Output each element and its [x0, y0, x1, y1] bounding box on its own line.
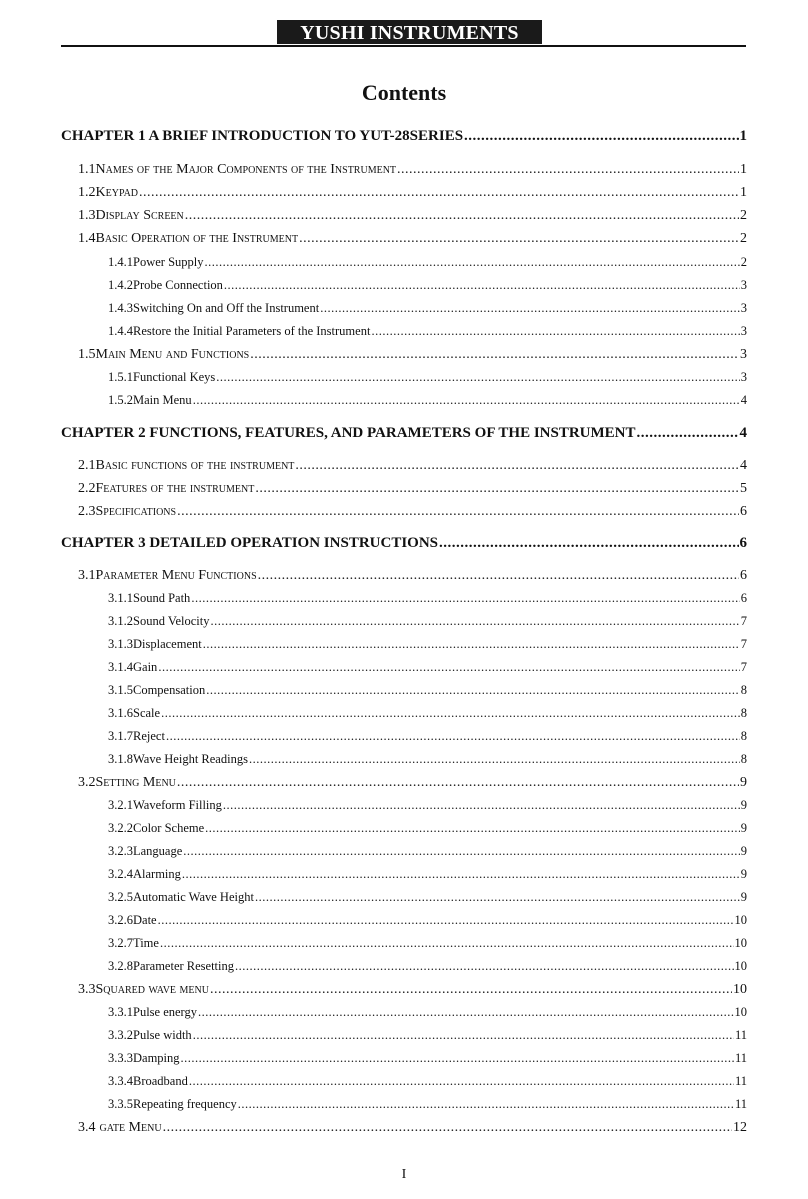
toc-dot-leader	[205, 255, 740, 270]
toc-dot-leader	[223, 798, 740, 813]
toc-dot-leader	[160, 936, 734, 951]
toc-entry-page: 8	[740, 706, 747, 720]
toc-entry-page: 1	[739, 128, 747, 144]
toc-dot-leader	[216, 370, 739, 385]
header-rule	[61, 45, 746, 47]
toc-entry[interactable]	[108, 913, 747, 928]
toc-entry-title: Displacement	[133, 637, 202, 651]
toc-entry[interactable]	[108, 1005, 747, 1020]
toc-entry-title: Main Menu	[133, 393, 192, 407]
toc-entry[interactable]	[108, 729, 747, 744]
toc-dot-leader	[203, 637, 740, 652]
toc-dot-leader	[211, 614, 740, 629]
brand-banner: YUSHI INSTRUMENTS	[277, 20, 542, 44]
toc-entry-page: 2	[740, 231, 747, 246]
toc-dot-leader	[161, 706, 740, 721]
toc-entry[interactable]	[108, 706, 747, 721]
toc-dot-leader	[206, 683, 740, 698]
toc-entry-number: 2.3	[78, 504, 96, 519]
toc-entry[interactable]	[108, 798, 747, 813]
page-number: I	[401, 1167, 407, 1182]
toc-entry-number: 3.1.6	[108, 706, 133, 720]
toc-entry-title: Basic functions of the instrument	[95, 458, 295, 473]
toc-dot-leader	[183, 844, 739, 859]
toc-entry[interactable]	[108, 1028, 747, 1043]
toc-dot-leader	[299, 231, 739, 247]
toc-entry-title: Alarming	[133, 867, 181, 881]
toc-entry-page: 8	[740, 683, 747, 697]
toc-entry-number: 3.1	[78, 568, 96, 583]
toc-entry-title: Compensation	[133, 683, 206, 697]
toc-entry-title: Reject	[133, 729, 165, 743]
toc-entry-number: 1.1	[78, 162, 96, 177]
toc-dot-leader	[177, 775, 739, 791]
toc-entry-page: 10	[733, 982, 747, 997]
toc-entry-page: 9	[740, 890, 747, 904]
toc-dot-leader	[295, 458, 739, 474]
toc-entry[interactable]	[78, 1120, 747, 1136]
toc-entry-title: Scale	[133, 706, 161, 720]
toc-entry-number: 3.1.8	[108, 752, 133, 766]
toc-dot-leader	[371, 324, 739, 339]
toc-dot-leader	[193, 393, 740, 408]
toc-entry-number: 1.5.1	[108, 370, 133, 384]
toc-entry-title: CHAPTER 3 DETAILED OPERATION INSTRUCTIONS	[61, 535, 439, 551]
toc-entry-title: Sound Path	[133, 591, 191, 605]
toc-entry-page: 6	[740, 568, 747, 583]
toc-entry[interactable]	[108, 683, 747, 698]
toc-entry-page: 12	[733, 1120, 747, 1135]
toc-entry[interactable]	[61, 425, 747, 442]
toc-entry[interactable]	[108, 301, 747, 316]
toc-entry-title: Restore the Initial Parameters of the Instrument	[133, 324, 371, 338]
toc-entry-number: 3.2.4	[108, 867, 133, 881]
toc-entry-page: 2	[740, 255, 747, 269]
toc-entry-title: CHAPTER 1 A BRIEF INTRODUCTION TO YUT-28SERIES	[61, 128, 464, 144]
toc-entry-page: 9	[740, 821, 747, 835]
toc-entry-page: 8	[740, 752, 747, 766]
toc-dot-leader	[205, 821, 740, 836]
toc-entry[interactable]	[108, 255, 747, 270]
toc-entry[interactable]	[78, 775, 747, 791]
toc-entry[interactable]	[108, 324, 747, 339]
toc-entry[interactable]	[78, 568, 747, 584]
toc-entry-number: 2.2	[78, 481, 96, 496]
toc-dot-leader	[163, 1120, 732, 1136]
toc-entry-number: 3.2.1	[108, 798, 133, 812]
toc-entry-page: 11	[734, 1051, 747, 1065]
toc-entry-number: 3.4	[78, 1120, 96, 1135]
toc-entry-page: 7	[740, 614, 747, 628]
toc-entry-page: 10	[734, 1005, 747, 1019]
toc-entry[interactable]	[108, 867, 747, 882]
toc-dot-leader	[189, 1074, 734, 1089]
toc-entry[interactable]	[108, 752, 747, 767]
toc-dot-leader	[238, 1097, 734, 1112]
toc-entry-title: Switching On and Off the Instrument	[133, 301, 320, 315]
toc-entry[interactable]	[108, 591, 747, 606]
toc-entry[interactable]	[108, 1051, 747, 1066]
toc-dot-leader	[464, 128, 738, 145]
toc-entry-title: CHAPTER 2 FUNCTIONS, FEATURES, AND PARAMETERS OF THE INSTRUMENT	[61, 425, 636, 441]
toc-entry-title: Parameter Menu Functions	[95, 568, 257, 583]
toc-dot-leader	[191, 591, 739, 606]
toc-entry[interactable]	[108, 890, 747, 905]
toc-dot-leader	[182, 867, 740, 882]
toc-entry-page: 1	[740, 162, 747, 177]
toc-entry-title: Date	[133, 913, 157, 927]
toc-entry-number: 1.4.1	[108, 255, 133, 269]
toc-dot-leader	[166, 729, 740, 744]
toc-entry-title: Features of the instrument	[95, 481, 255, 496]
toc-entry-number: 3.3.5	[108, 1097, 133, 1111]
toc-entry-number: 3.1.5	[108, 683, 133, 697]
toc-entry-title: Sound Velocity	[133, 614, 210, 628]
toc-entry-title: Power Supply	[133, 255, 204, 269]
page-title: Contents	[361, 80, 447, 105]
toc-dot-leader	[258, 568, 739, 584]
toc-dot-leader	[320, 301, 740, 316]
toc-entry-page: 11	[734, 1074, 747, 1088]
toc-entry-number: 1.3	[78, 208, 96, 223]
toc-entry-page: 9	[740, 798, 747, 812]
toc-entry-title: Names of the Major Components of the Instrument	[95, 162, 397, 177]
toc-entry-number: 3.3.4	[108, 1074, 133, 1088]
toc-entry-title: gate Menu	[99, 1120, 162, 1135]
toc-entry[interactable]	[78, 982, 747, 998]
toc-entry[interactable]	[108, 393, 747, 408]
toc-entry-page: 3	[740, 278, 747, 292]
toc-entry[interactable]	[78, 208, 747, 224]
toc-entry[interactable]	[78, 347, 747, 363]
toc-entry-number: 3.1.2	[108, 614, 133, 628]
toc-entry-number: 1.2	[78, 185, 96, 200]
toc-dot-leader	[193, 1028, 734, 1043]
toc-entry-title: Probe Connection	[133, 278, 223, 292]
toc-entry-title: Setting Menu	[95, 775, 176, 790]
toc-dot-leader	[139, 185, 739, 201]
toc-entry-page: 9	[740, 775, 747, 790]
toc-entry-number: 3.2.7	[108, 936, 133, 950]
toc-entry-title: Functional Keys	[133, 370, 216, 384]
toc-entry-page: 10	[734, 936, 747, 950]
toc-entry-page: 6	[740, 591, 747, 605]
toc-entry-number: 3.2.2	[108, 821, 133, 835]
toc-entry-page: 11	[734, 1097, 747, 1111]
toc-entry-page: 7	[740, 660, 747, 674]
toc-entry-number: 1.4	[78, 231, 96, 246]
toc-entry-number: 3.1.4	[108, 660, 133, 674]
toc-entry-number: 3.3.2	[108, 1028, 133, 1042]
toc-entry-title: Gain	[133, 660, 158, 674]
toc-entry-page: 11	[734, 1028, 747, 1042]
toc-entry-page: 3	[740, 324, 747, 338]
toc-entry[interactable]	[108, 370, 747, 385]
toc-entry[interactable]	[78, 231, 747, 247]
toc-entry-page: 6	[739, 535, 747, 551]
toc-dot-leader	[255, 481, 739, 497]
toc-entry-title: Automatic Wave Height	[133, 890, 254, 904]
toc-entry-number: 3.2.6	[108, 913, 133, 927]
toc-entry[interactable]	[78, 458, 747, 474]
toc-entry-number: 3.3.1	[108, 1005, 133, 1019]
toc-entry-title: Waveform Filling	[133, 798, 222, 812]
toc-entry-number: 1.4.2	[108, 278, 133, 292]
toc-entry-title: Wave Height Readings	[133, 752, 248, 766]
toc-entry-title: Parameter Resetting	[133, 959, 235, 973]
toc-entry-page: 8	[740, 729, 747, 743]
toc-entry[interactable]	[78, 504, 747, 520]
toc-entry-page: 7	[740, 637, 747, 651]
toc-dot-leader	[255, 890, 740, 905]
toc-entry-number: 1.5	[78, 347, 96, 362]
toc-entry-page: 9	[740, 844, 747, 858]
toc-entry-number: 1.5.2	[108, 393, 133, 407]
toc-entry-number: 2.1	[78, 458, 96, 473]
toc-entry-title: Pulse energy	[133, 1005, 197, 1019]
toc-entry[interactable]	[108, 959, 747, 974]
toc-entry-title: Time	[133, 936, 159, 950]
toc-entry-title: Pulse width	[133, 1028, 192, 1042]
toc-entry-title: Broadband	[133, 1074, 188, 1088]
toc-entry-number: 3.2	[78, 775, 96, 790]
toc-entry-number: 3.2.8	[108, 959, 133, 973]
toc-entry-title: Specifications	[95, 504, 177, 519]
toc-entry-page: 3	[740, 301, 747, 315]
toc-entry[interactable]	[108, 844, 747, 859]
toc-dot-leader	[637, 425, 739, 442]
toc-dot-leader	[249, 752, 740, 767]
toc-entry-page: 10	[734, 913, 747, 927]
toc-entry-page: 2	[740, 208, 747, 223]
toc-entry-page: 4	[739, 425, 747, 441]
toc-entry-page: 9	[740, 867, 747, 881]
toc-entry-page: 6	[740, 504, 747, 519]
toc-dot-leader	[158, 913, 734, 928]
toc-entry-title: Repeating frequency	[133, 1097, 237, 1111]
toc-entry-number: 3.2.3	[108, 844, 133, 858]
toc-dot-leader	[185, 208, 739, 224]
toc-dot-leader	[439, 535, 738, 552]
toc-entry-title: Display Screen	[95, 208, 184, 223]
toc-entry-page: 4	[740, 393, 747, 407]
toc-entry-title: Color Scheme	[133, 821, 205, 835]
toc-entry[interactable]	[108, 660, 747, 675]
toc-dot-leader	[181, 1051, 734, 1066]
toc-entry[interactable]	[61, 128, 747, 145]
toc-entry-page: 10	[734, 959, 747, 973]
toc-entry[interactable]	[108, 637, 747, 652]
toc-entry[interactable]	[108, 278, 747, 293]
toc-dot-leader	[250, 347, 739, 363]
toc-entry-title: Language	[133, 844, 183, 858]
toc-entry-page: 1	[740, 185, 747, 200]
toc-dot-leader	[198, 1005, 734, 1020]
toc-entry[interactable]	[108, 821, 747, 836]
toc-entry[interactable]	[108, 936, 747, 951]
toc-entry-number: 3.3	[78, 982, 96, 997]
toc-entry-title: Keypad	[95, 185, 139, 200]
toc-entry-page: 3	[740, 347, 747, 362]
toc-dot-leader	[177, 504, 739, 520]
toc-entry-number: 1.4.3	[108, 301, 133, 315]
toc-dot-leader	[158, 660, 739, 675]
toc-entry[interactable]	[78, 185, 747, 201]
toc-dot-leader	[235, 959, 733, 974]
toc-entry[interactable]	[61, 535, 747, 552]
toc-entry[interactable]	[108, 1097, 747, 1112]
toc-entry-title: Squared wave menu	[95, 982, 209, 997]
toc-entry[interactable]	[78, 162, 747, 178]
toc-entry-number: 3.2.5	[108, 890, 133, 904]
toc-dot-leader	[397, 162, 739, 178]
toc-entry-number: 3.1.1	[108, 591, 133, 605]
toc-entry-page: 4	[740, 458, 747, 473]
toc-entry[interactable]	[108, 1074, 747, 1089]
toc-entry[interactable]	[108, 614, 747, 629]
toc-entry-title: Main Menu and Functions	[95, 347, 250, 362]
toc-dot-leader	[224, 278, 740, 293]
toc-entry-title: Basic Operation of the Instrument	[95, 231, 299, 246]
toc-dot-leader	[210, 982, 732, 998]
toc-entry-number: 3.1.7	[108, 729, 133, 743]
toc-entry[interactable]	[78, 481, 747, 497]
toc-entry-page: 5	[740, 481, 747, 496]
toc-entry-number: 1.4.4	[108, 324, 133, 338]
toc-entry-number: 3.1.3	[108, 637, 133, 651]
toc-entry-number: 3.3.3	[108, 1051, 133, 1065]
toc-entry-page: 3	[740, 370, 747, 384]
toc-entry-title: Damping	[133, 1051, 180, 1065]
